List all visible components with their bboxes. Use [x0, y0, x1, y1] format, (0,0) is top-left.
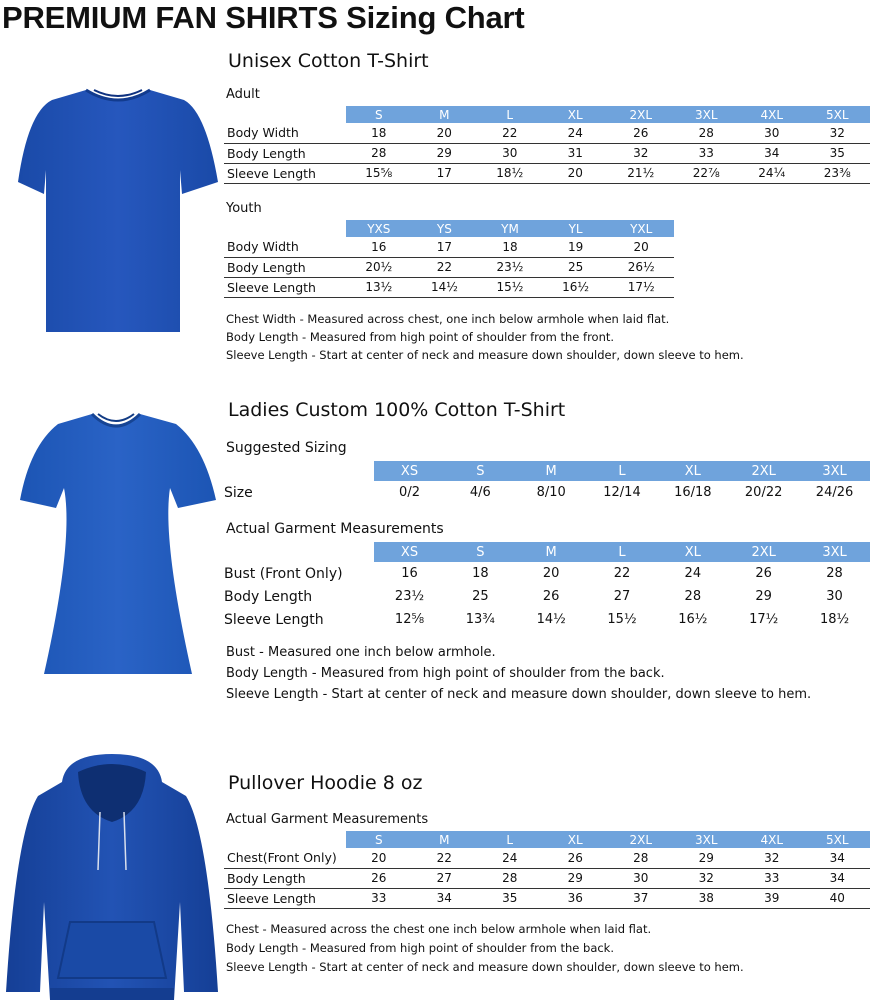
- measurement-note: Sleeve Length - Start at center of neck and measure down shoulder, down sleeve to hem.: [226, 960, 744, 974]
- table-cell: 28: [674, 123, 740, 143]
- table-cell: 29: [543, 868, 609, 888]
- table-cell: 26: [543, 848, 609, 868]
- table-cell: 36: [543, 888, 609, 908]
- size-header: 4XL: [739, 831, 805, 848]
- table-header-row: [224, 542, 870, 562]
- row-label: Sleeve Length: [224, 163, 346, 183]
- table-cell: 26: [608, 123, 674, 143]
- table-cell: 24¼: [739, 163, 805, 183]
- measurement-note: Bust - Measured one inch below armhole.: [226, 645, 496, 660]
- table-cell: 8/10: [536, 485, 566, 500]
- size-header: XS: [374, 542, 445, 562]
- size-header: 3XL: [799, 542, 870, 562]
- table-cell: 26: [542, 589, 560, 604]
- table-row: [224, 237, 674, 257]
- hoodie-title: Pullover Hoodie 8 oz: [228, 772, 423, 794]
- measurement-note: Chest Width - Measured across chest, one inch below armhole when laid flat.: [226, 312, 670, 326]
- size-header: 5XL: [805, 106, 871, 123]
- table-cell: 26: [755, 566, 772, 581]
- ladies-actual-table: [224, 542, 870, 631]
- measurement-note: Body Length - Measured from high point of shoulder from the back.: [226, 666, 665, 681]
- size-header: YXL: [608, 220, 674, 237]
- table-cell: 13½: [346, 277, 412, 297]
- size-header: YS: [412, 220, 478, 237]
- hoodie-image: [4, 752, 220, 1000]
- table-cell: 0/2: [399, 485, 420, 500]
- ladies-tshirt-image: [16, 410, 220, 678]
- table-cell: 40: [805, 888, 871, 908]
- size-header: 2XL: [608, 106, 674, 123]
- table-cell: 35: [805, 143, 871, 163]
- table-cell: 23½: [477, 257, 543, 277]
- size-header: S: [445, 542, 516, 562]
- table-cell: 23½: [394, 589, 425, 604]
- table-cell: 22⅞: [674, 163, 740, 183]
- table-cell: 15⅝: [346, 163, 412, 183]
- row-label: Size: [224, 484, 253, 501]
- table-cell: 19: [543, 237, 609, 257]
- table-cell: 28: [826, 566, 843, 581]
- table-cell: 28: [477, 868, 543, 888]
- size-header: YXS: [346, 220, 412, 237]
- unisex-youth-label: Youth: [226, 201, 262, 216]
- table-cell: 23⅜: [805, 163, 871, 183]
- table-cell: 14½: [536, 612, 566, 627]
- table-cell: 20: [608, 237, 674, 257]
- table-header-row: [224, 106, 870, 123]
- row-label: Body Length: [224, 257, 346, 277]
- size-header: 2XL: [728, 461, 799, 481]
- table-cell: 29: [755, 589, 772, 604]
- size-header: S: [346, 106, 412, 123]
- row-label: Body Length: [224, 143, 346, 163]
- table-cell: 20: [346, 848, 412, 868]
- table-cell: 30: [608, 868, 674, 888]
- size-header: XS: [374, 461, 445, 481]
- table-cell: 17: [412, 163, 478, 183]
- table-cell: 21½: [608, 163, 674, 183]
- table-cell: 17½: [749, 612, 779, 627]
- size-header: M: [516, 461, 587, 481]
- table-cell: 13¾: [465, 612, 495, 627]
- measurement-note: Body Length - Measured from high point of shoulder from the back.: [226, 941, 615, 955]
- table-cell: 22: [412, 257, 478, 277]
- size-header: 3XL: [674, 831, 740, 848]
- table-row: [224, 481, 870, 504]
- row-label: Bust (Front Only): [224, 565, 343, 582]
- table-cell: 34: [805, 868, 871, 888]
- row-label: Body Length: [224, 868, 346, 888]
- table-cell: 16½: [678, 612, 708, 627]
- size-header: XL: [657, 542, 728, 562]
- size-header: M: [412, 106, 478, 123]
- table-cell: 29: [412, 143, 478, 163]
- hoodie-actual-label: Actual Garment Measurements: [226, 812, 429, 827]
- size-header: XL: [657, 461, 728, 481]
- table-cell: 33: [739, 868, 805, 888]
- table-cell: 34: [412, 888, 478, 908]
- table-cell: 12/14: [603, 485, 641, 500]
- table-row: [224, 562, 870, 585]
- table-cell: 16/18: [674, 485, 712, 500]
- table-cell: 20: [543, 163, 609, 183]
- table-cell: 22: [412, 848, 478, 868]
- ladies-suggested-table: [224, 461, 870, 504]
- table-cell: 20/22: [744, 485, 783, 500]
- table-header-row: [224, 461, 870, 481]
- measurement-note: Sleeve Length - Start at center of neck and measure down shoulder, down sleeve to hem.: [226, 348, 744, 362]
- row-label: Body Width: [224, 123, 346, 143]
- size-header: YL: [543, 220, 609, 237]
- table-cell: 28: [346, 143, 412, 163]
- ladies-actual-label: Actual Garment Measurements: [226, 521, 444, 537]
- table-cell: 31: [543, 143, 609, 163]
- ladies-title: Ladies Custom 100% Cotton T-Shirt: [228, 399, 566, 421]
- size-header: XL: [543, 831, 609, 848]
- table-cell: 18: [472, 566, 489, 581]
- table-row: [224, 123, 870, 143]
- size-header: 2XL: [608, 831, 674, 848]
- table-cell: 20: [412, 123, 478, 143]
- table-cell: 32: [739, 848, 805, 868]
- row-label: Sleeve Length: [224, 611, 324, 628]
- unisex-adult-table: [224, 106, 870, 184]
- table-cell: 17½: [608, 277, 674, 297]
- table-cell: 29: [674, 848, 740, 868]
- table-cell: 24: [543, 123, 609, 143]
- table-cell: 15½: [477, 277, 543, 297]
- table-cell: 32: [608, 143, 674, 163]
- table-cell: 35: [477, 888, 543, 908]
- table-cell: 14½: [412, 277, 478, 297]
- table-cell: 24/26: [815, 485, 854, 500]
- page-title: PREMIUM FAN SHIRTS Sizing Chart: [2, 0, 525, 35]
- table-cell: 22: [613, 566, 631, 581]
- measurement-note: Body Length - Measured from high point of shoulder from the front.: [226, 330, 615, 344]
- table-cell: 32: [805, 123, 871, 143]
- table-cell: 28: [684, 589, 702, 604]
- table-cell: 22: [477, 123, 543, 143]
- size-header: L: [477, 106, 543, 123]
- table-cell: 16: [346, 237, 412, 257]
- table-cell: 34: [739, 143, 805, 163]
- table-row: [224, 585, 870, 608]
- size-header: S: [346, 831, 412, 848]
- row-label: Sleeve Length: [224, 888, 346, 908]
- table-cell: 34: [805, 848, 871, 868]
- table-cell: 4/6: [469, 485, 491, 500]
- size-header: 4XL: [739, 106, 805, 123]
- table-cell: 16: [401, 566, 418, 581]
- table-cell: 38: [674, 888, 740, 908]
- size-header: L: [587, 542, 658, 562]
- table-cell: 39: [739, 888, 805, 908]
- row-label: Body Length: [224, 588, 313, 605]
- table-cell: 12⅝: [394, 612, 425, 627]
- unisex-title: Unisex Cotton T-Shirt: [228, 50, 429, 72]
- table-cell: 30: [477, 143, 543, 163]
- table-cell: 28: [608, 848, 674, 868]
- table-cell: 30: [739, 123, 805, 143]
- size-header: XL: [543, 106, 609, 123]
- size-header: M: [412, 831, 478, 848]
- table-row: [224, 257, 674, 277]
- row-label: Body Width: [224, 237, 346, 257]
- table-cell: 25: [543, 257, 609, 277]
- table-cell: 26: [346, 868, 412, 888]
- table-cell: 17: [412, 237, 478, 257]
- table-cell: 27: [412, 868, 478, 888]
- table-cell: 26½: [608, 257, 674, 277]
- table-cell: 30: [826, 589, 843, 604]
- table-row: [224, 848, 870, 868]
- table-cell: 18: [346, 123, 412, 143]
- ladies-suggested-label: Suggested Sizing: [226, 440, 347, 456]
- table-cell: 33: [674, 143, 740, 163]
- size-header: 3XL: [799, 461, 870, 481]
- table-row: [224, 868, 870, 888]
- table-cell: 33: [346, 888, 412, 908]
- table-row: [224, 608, 870, 631]
- size-header: S: [445, 461, 516, 481]
- row-label: Chest(Front Only): [224, 848, 346, 868]
- table-row: [224, 277, 674, 297]
- table-row: [224, 163, 870, 183]
- unisex-adult-label: Adult: [226, 87, 260, 102]
- size-header: M: [516, 542, 587, 562]
- table-header-row: [224, 220, 674, 237]
- table-cell: 15½: [607, 612, 637, 627]
- hoodie-actual-table: [224, 831, 870, 909]
- size-header: 2XL: [728, 542, 799, 562]
- table-cell: 25: [472, 589, 489, 604]
- size-header: YM: [477, 220, 543, 237]
- table-cell: 20: [542, 566, 560, 581]
- table-cell: 37: [608, 888, 674, 908]
- table-cell: 18: [477, 237, 543, 257]
- table-cell: 18½: [819, 612, 850, 627]
- table-cell: 32: [674, 868, 740, 888]
- table-cell: 20½: [346, 257, 412, 277]
- measurement-note: Chest - Measured across the chest one inch below armhole when laid flat.: [226, 922, 652, 936]
- table-cell: 16½: [543, 277, 609, 297]
- table-row: [224, 143, 870, 163]
- measurement-note: Sleeve Length - Start at center of neck and measure down shoulder, down sleeve to hem.: [226, 687, 812, 702]
- unisex-youth-table: [224, 220, 674, 298]
- table-cell: 27: [613, 589, 631, 604]
- table-cell: 18½: [477, 163, 543, 183]
- table-cell: 24: [477, 848, 543, 868]
- size-header: L: [587, 461, 658, 481]
- size-header: 5XL: [805, 831, 871, 848]
- size-header: 3XL: [674, 106, 740, 123]
- unisex-tshirt-image: [16, 86, 220, 336]
- table-row: [224, 888, 870, 908]
- table-header-row: [224, 831, 870, 848]
- row-label: Sleeve Length: [224, 277, 346, 297]
- size-header: L: [477, 831, 543, 848]
- table-cell: 24: [684, 566, 702, 581]
